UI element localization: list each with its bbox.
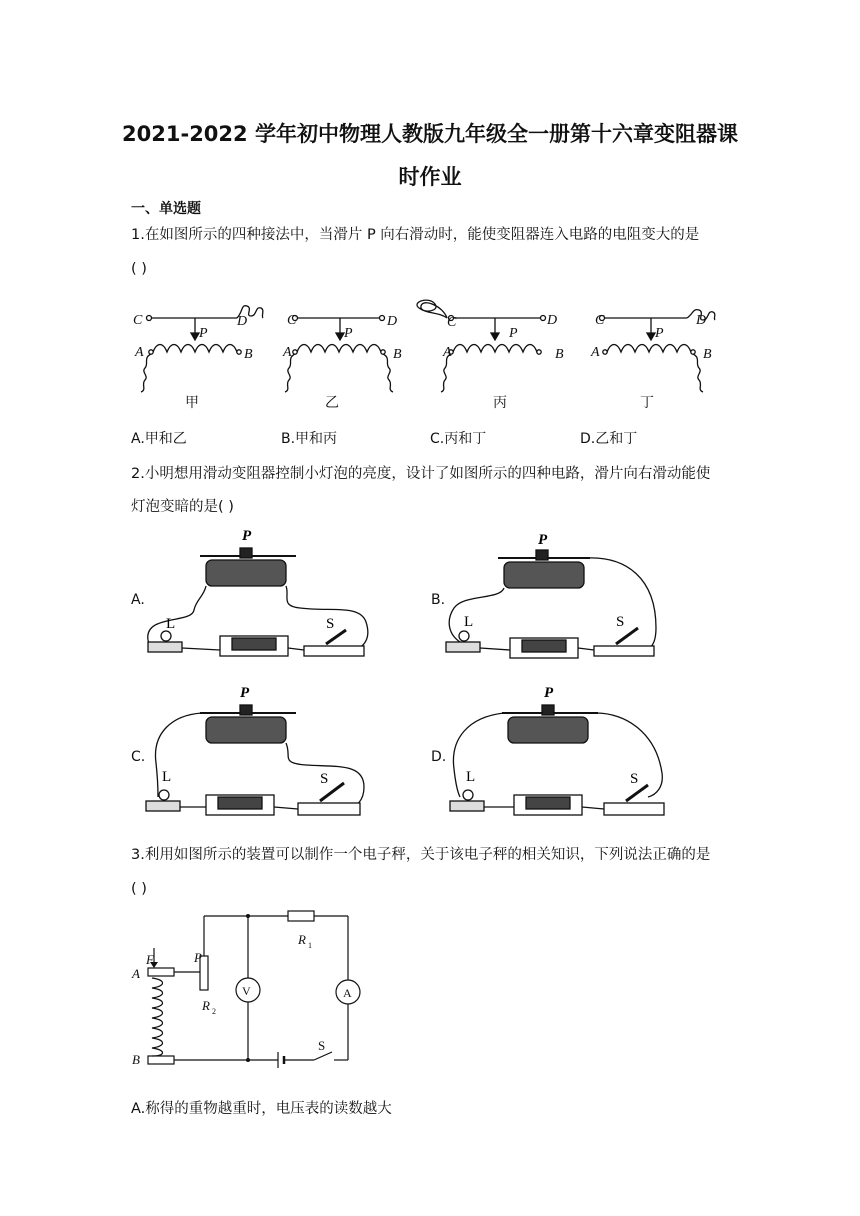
point-a-label: A <box>132 966 140 981</box>
switch-s-d: S <box>630 771 639 787</box>
slider-p-ding: P <box>655 326 664 341</box>
q2-option-a[interactable]: A. <box>131 592 145 608</box>
figure-label-bing: 丙 <box>493 396 507 411</box>
rheostat-yi <box>285 316 393 393</box>
terminal-b-jia: B <box>244 347 253 362</box>
question-3-paren: ( ) <box>131 881 147 897</box>
question-3-text: 3.利用如图所示的装置可以制作一个电子秤，关于该电子秤的相关知识，下列说法正确的是 <box>131 847 711 863</box>
slider-p-bing: P <box>509 326 518 341</box>
rheostat-bing <box>417 300 546 392</box>
figure-label-ding: 丁 <box>640 396 654 411</box>
point-b-label: B <box>132 1052 140 1067</box>
switch-s-b: S <box>616 614 625 630</box>
q2-option-d[interactable]: D. <box>431 749 447 765</box>
q2-circuit-d <box>440 683 680 823</box>
figure-label-jia: 甲 <box>185 396 199 411</box>
voltmeter-label: V <box>242 984 251 998</box>
switch-s-a: S <box>326 616 335 632</box>
resistor-r1-label: R <box>298 932 306 947</box>
slider-p-yi: P <box>344 326 353 341</box>
figure-label-yi: 乙 <box>325 396 339 411</box>
q1-option-d[interactable]: D.乙和丁 <box>580 431 638 447</box>
switch-s-c: S <box>320 771 329 787</box>
terminal-a-yi: A <box>283 345 292 360</box>
ammeter-label: A <box>343 986 352 1000</box>
q3-option-a[interactable]: A.称得的重物越重时，电压表的读数越大 <box>131 1101 392 1117</box>
q3-scale-circuit <box>128 906 368 1076</box>
question-2-text-line2: 灯泡变暗的是( ) <box>131 499 234 515</box>
resistor-r2-label: R <box>202 998 210 1013</box>
question-1-paren: ( ) <box>131 261 147 277</box>
terminal-d-jia: D <box>237 314 248 329</box>
slider-p-jia: P <box>199 326 208 341</box>
question-1-figure <box>125 290 745 415</box>
force-f-label: F <box>146 952 154 967</box>
terminal-b-bing: B <box>555 347 564 362</box>
terminal-d-yi: D <box>387 314 398 329</box>
terminal-a-bing: A <box>443 345 452 360</box>
lamp-l-c: L <box>162 769 172 785</box>
lamp-l-b: L <box>464 614 474 630</box>
section-heading: 一、单选题 <box>131 201 201 217</box>
question-1-text: 1.在如图所示的四种接法中，当滑片 P 向右滑动时，能使变阻器连入电路的电阻变大的是 <box>131 227 700 243</box>
slider-p-c: P <box>240 685 250 701</box>
lamp-l-d: L <box>466 769 476 785</box>
terminal-b-yi: B <box>393 347 402 362</box>
q2-circuit-c <box>140 683 380 823</box>
terminal-c-jia: C <box>133 313 143 328</box>
slider-p-label: P <box>194 950 202 965</box>
terminal-a-jia: A <box>135 345 144 360</box>
q2-option-c[interactable]: C. <box>131 749 146 765</box>
q1-option-a[interactable]: A.甲和乙 <box>131 431 187 447</box>
page-title-line2: 时作业 <box>398 165 462 189</box>
terminal-c-ding: C <box>595 313 605 328</box>
switch-s-label: S <box>318 1038 326 1053</box>
terminal-c-yi: C <box>287 313 297 328</box>
q2-circuit-b <box>440 528 670 663</box>
slider-p-a: P <box>242 528 252 544</box>
resistor-r1-subscript: 1 <box>308 941 312 950</box>
terminal-a-ding: A <box>591 345 600 360</box>
q2-circuit-a <box>140 520 380 665</box>
terminal-c-bing: C <box>447 315 457 330</box>
lamp-l-a: L <box>166 616 176 632</box>
q1-option-b[interactable]: B.甲和丙 <box>281 431 338 447</box>
terminal-d-ding: D <box>696 313 707 328</box>
page-title-line1: 2021-2022 学年初中物理人教版九年级全一册第十六章变阻器课 <box>122 122 738 146</box>
resistor-r2-subscript: 2 <box>212 1007 216 1016</box>
terminal-d-bing: D <box>547 313 558 328</box>
terminal-b-ding: B <box>703 347 712 362</box>
q2-option-b[interactable]: B. <box>431 592 446 608</box>
q1-option-c[interactable]: C.丙和丁 <box>430 431 487 447</box>
question-2-text: 2.小明想用滑动变阻器控制小灯泡的亮度，设计了如图所示的四种电路，滑片向右滑动能使 <box>131 466 711 482</box>
slider-p-b: P <box>538 532 548 548</box>
slider-p-d: P <box>544 685 554 701</box>
